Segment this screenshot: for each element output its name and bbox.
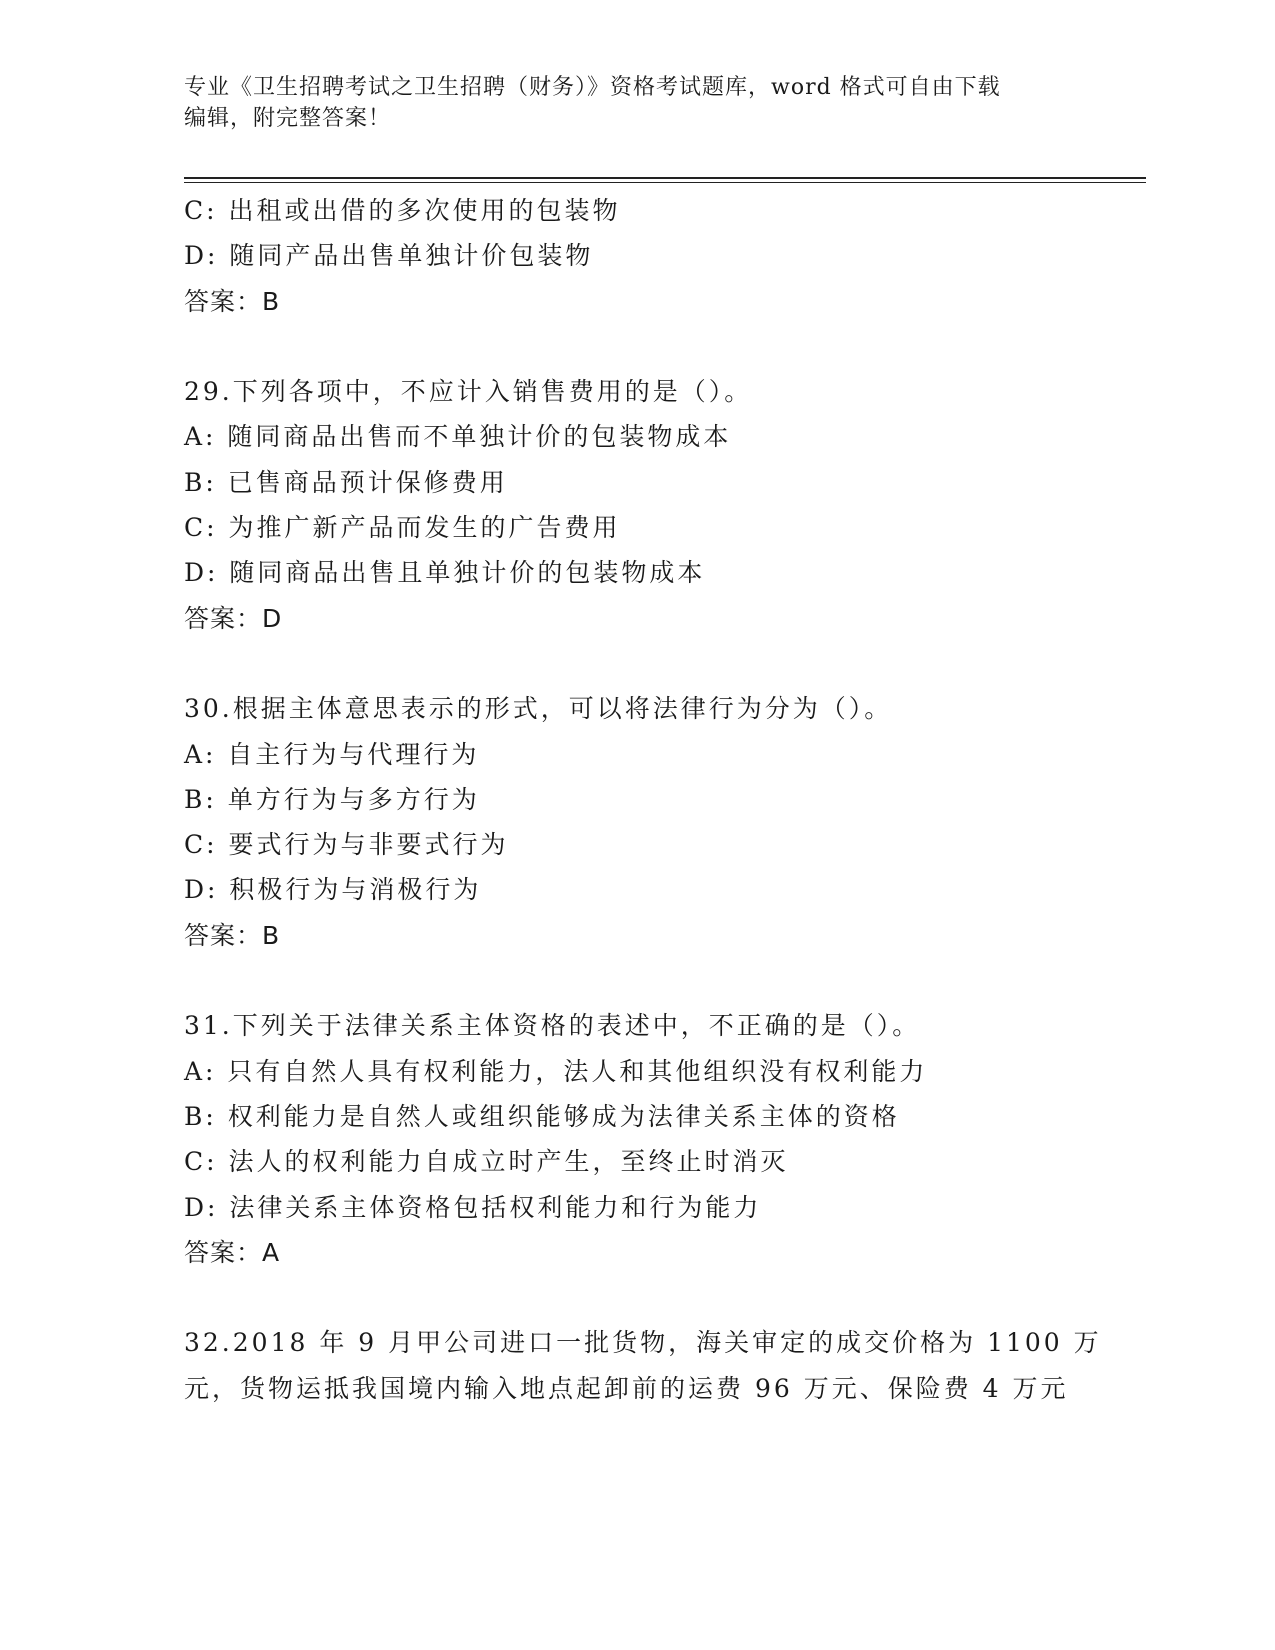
option-c: C: 要式行为与非要式行为 [184, 830, 509, 860]
question-29 [184, 369, 1084, 641]
option-d: D: 随同产品出售单独计价包装物 [184, 241, 594, 271]
option-c: C: 为推广新产品而发生的广告费用 [184, 513, 621, 543]
spacer [184, 324, 1084, 369]
header-line-1: 专业《卫生招聘考试之卫生招聘（财务）》资格考试题库，word 格式可自由下载 [184, 75, 1001, 100]
option-a: A: 随同商品出售而不单独计价的包装物成本 [184, 422, 732, 452]
question-28 [184, 188, 1084, 324]
option-a: A: 只有自然人具有权利能力，法人和其他组织没有权利能力 [184, 1056, 928, 1086]
question-stem-line-2: 元，货物运抵我国境内输入地点起卸前的运费 96 万元、保险费 4 万元 [184, 1373, 1069, 1403]
answer: 答案：B [184, 286, 281, 316]
option-c: C: 出租或出借的多次使用的包装物 [184, 196, 621, 225]
question-list [184, 188, 1102, 1411]
option-b: B: 已售商品预计保修费用 [184, 467, 508, 497]
question-32 [184, 1320, 1102, 1411]
option-d: D: 随同商品出售且单独计价的包装物成本 [184, 558, 706, 588]
option-c: C: 法人的权利能力自成立时产生，至终止时消灭 [184, 1147, 789, 1177]
option-a: A: 自主行为与代理行为 [184, 739, 480, 769]
question-30 [184, 686, 1084, 958]
header-line-2: 编辑，附完整答案！ [184, 106, 392, 131]
answer: 答案：B [184, 920, 281, 950]
option-b: B: 单方行为与多方行为 [184, 784, 480, 814]
option-b: B: 权利能力是自然人或组织能够成为法律关系主体的资格 [184, 1101, 900, 1131]
header-rule-thin [184, 182, 1146, 183]
header-rule-thick [184, 177, 1146, 179]
answer: 答案：A [184, 1237, 281, 1267]
question-stem: 31.下列关于法律关系主体资格的表述中，不正确的是（）。 [184, 1011, 921, 1041]
spacer [184, 641, 1084, 686]
question-stem: 29.下列各项中，不应计入销售费用的是（）。 [184, 377, 753, 407]
question-stem: 30.根据主体意思表示的形式，可以将法律行为分为（）。 [184, 694, 893, 724]
spacer [184, 958, 1084, 1003]
spacer [184, 1275, 1084, 1320]
answer: 答案：D [184, 603, 283, 633]
document-header [184, 72, 1064, 134]
option-d: D: 积极行为与消极行为 [184, 875, 482, 905]
option-d: D: 法律关系主体资格包括权利能力和行为能力 [184, 1192, 762, 1222]
question-stem-line-1: 32.2018 年 9 月甲公司进口一批货物，海关审定的成交价格为 1100 万 [184, 1328, 1102, 1358]
question-31 [184, 1003, 1084, 1275]
